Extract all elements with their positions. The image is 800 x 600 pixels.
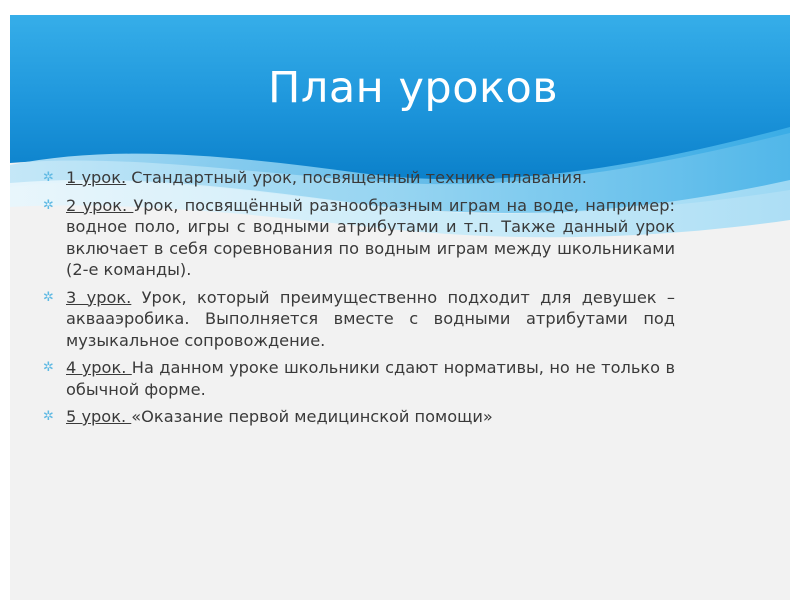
- asterisk-bullet-icon: ✲: [43, 197, 54, 213]
- lesson-description: Урок, посвящённый разнообразным играм на воде, например: водное поло, игры с водными атрибутами и т.п. Также данный урок включает в себя соревнования по водным играм между школьниками (2-е команды).: [66, 195, 675, 279]
- lesson-description: «Оказание первой медицинской помощи»: [131, 407, 493, 426]
- slide-title: План уроков: [268, 63, 559, 113]
- lesson-description: Стандартный урок, посвященный технике плавания.: [126, 168, 587, 187]
- list-item: [43, 195, 675, 281]
- lesson-label: 1 урок.: [66, 168, 127, 187]
- list-item: [43, 287, 675, 352]
- lesson-description: На данном уроке школьники сдают нормативы, но не только в обычной форме.: [66, 358, 675, 399]
- lesson-label: 3 урок.: [66, 287, 132, 307]
- lesson-label: 4 урок.: [66, 358, 132, 377]
- asterisk-bullet-icon: ✲: [43, 360, 54, 375]
- list-item: [43, 357, 675, 400]
- lesson-label: 5 урок.: [66, 407, 132, 426]
- asterisk-bullet-icon: ✲: [43, 289, 54, 305]
- asterisk-bullet-icon: ✲: [43, 409, 54, 424]
- list-item: [43, 406, 675, 428]
- lesson-label: 2 урок.: [66, 195, 134, 215]
- list-item: [43, 167, 675, 189]
- asterisk-bullet-icon: ✲: [43, 170, 54, 185]
- slide: [10, 15, 790, 600]
- lesson-description: Урок, который преимущественно подходит для девушек – аквааэробика. Выполняется вместе с водными атрибутами под музыкальное сопровождение.: [66, 287, 675, 350]
- lesson-list: [43, 167, 675, 434]
